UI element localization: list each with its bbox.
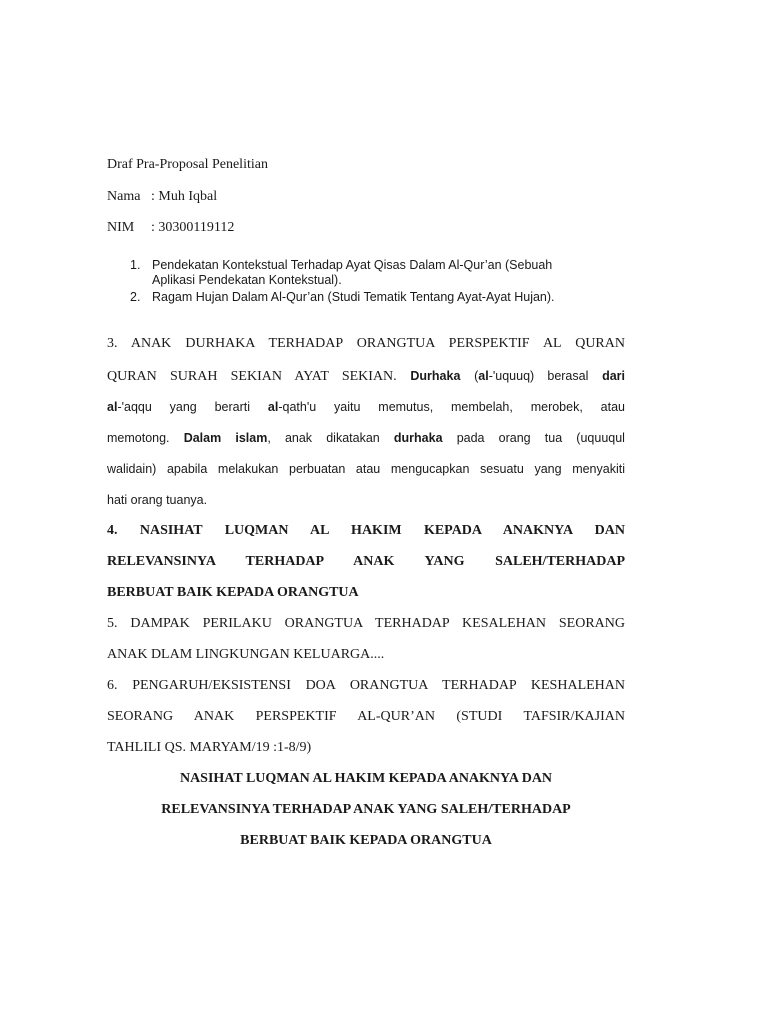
term-al: al [267,400,279,414]
nim-label: NIM [107,220,135,235]
item5-line: ANAK DLAM LINGKUNGAN KELUARGA.... [107,647,385,662]
body-text: pada orang tua (uquuqul [456,431,625,445]
term-al: al [478,369,489,383]
etymology-text: -'uquuq) berasal [488,369,589,383]
term-dari: dari [602,369,625,383]
list-item-line: Pendekatan Kontekstual Terhadap Ayat Qisas Dalam Al-Qur’an (Sebuah [152,258,553,272]
etymology-text: -qath'u yaitu memutus, membelah, merobek, atau [278,400,625,414]
document-title: Draf Pra-Proposal Penelitian [107,157,268,172]
name-value: : Muh Iqbal [151,189,218,204]
name-row [107,189,217,205]
term-al: al [107,400,118,414]
item4-line: 4. NASIHAT LUQMAN AL HAKIM KEPADA ANAKNYA DAN [107,523,625,538]
paren-open: ( [474,369,479,383]
name-label: Nama [107,189,141,204]
item6-line: TAHLILI QS. MARYAM/19 :1-8/9) [107,740,312,755]
item3-heading-cont: QURAN SURAH SEKIAN AYAT SEKIAN. [107,369,397,384]
list-item-line: Ragam Hujan Dalam Al-Qur’an (Studi Tematik Tentang Ayat-Ayat Hujan). [152,290,555,304]
term-durhaka: durhaka [393,431,443,445]
etymology-text: -'aqqu yang berarti [117,400,251,414]
centered-title-line: RELEVANSINYA TERHADAP ANAK YANG SALEH/TERHADAP [161,802,571,817]
item3-line5: walidain) apabila melakukan perbuatan atau mengucapkan sesuatu yang menyakiti [107,462,625,476]
list-item-line: Aplikasi Pendekatan Kontekstual). [152,273,342,287]
item6-line: SEORANG ANAK PERSPEKTIF AL-QUR’AN (STUDI TAFSIR/KAJIAN [107,709,625,724]
item3-line4 [107,431,625,445]
nim-row [107,220,234,236]
body-text: memotong. [107,431,170,445]
item6-line: 6. PENGARUH/EKSISTENSI DOA ORANGTUA TERHADAP KESHALEHAN [107,678,625,693]
centered-title-line: BERBUAT BAIK KEPADA ORANGTUA [240,833,492,848]
term-durhaka: Durhaka [410,369,461,383]
item4-line: RELEVANSINYA TERHADAP ANAK YANG SALEH/TERHADAP [107,554,625,569]
item3-line2 [107,367,625,385]
item3-line3 [107,400,625,414]
term-dalam-islam: Dalam islam [183,431,268,445]
item3-heading-line: 3. ANAK DURHAKA TERHADAP ORANGTUA PERSPEKTIF AL QURAN [107,336,625,351]
item4-line: BERBUAT BAIK KEPADA ORANGTUA [107,585,359,600]
centered-title-line: NASIHAT LUQMAN AL HAKIM KEPADA ANAKNYA DAN [179,771,553,786]
list-item-number: 1. [130,258,141,272]
list-item-number: 2. [130,290,141,304]
body-text: , anak dikatakan [267,431,380,445]
nim-value: : 30300119112 [151,220,235,235]
item5-line: 5. DAMPAK PERILAKU ORANGTUA TERHADAP KESALEHAN SEORANG [107,616,625,631]
item3-line6: hati orang tuanya. [107,493,208,507]
